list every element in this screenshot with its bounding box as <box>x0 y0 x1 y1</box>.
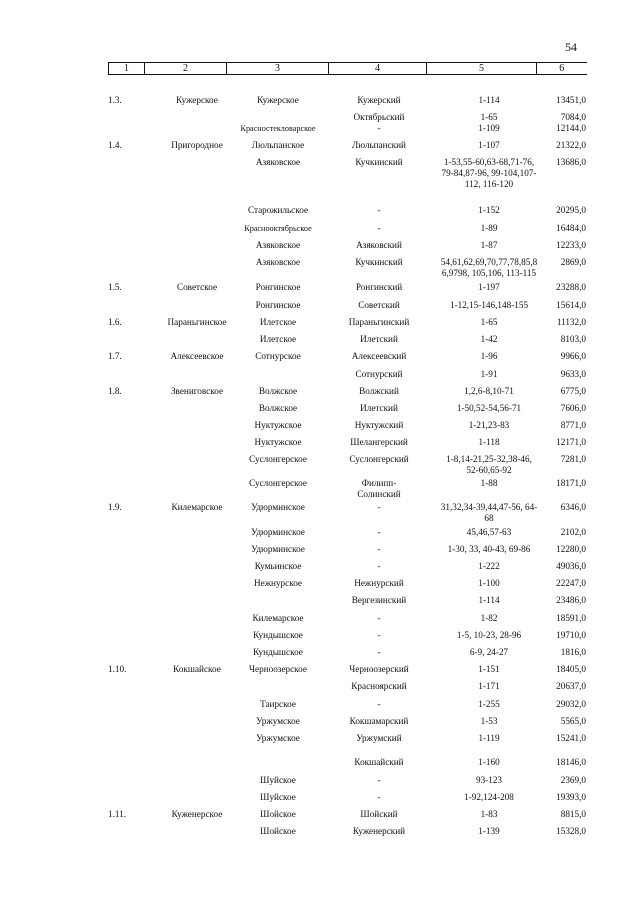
district-forestry-cell: Алексеевский <box>351 351 407 361</box>
area-cell: 7084,0 <box>560 112 586 122</box>
quarters-cell: 1-87 <box>480 240 498 250</box>
district-forestry-cell: - <box>377 630 381 640</box>
district-forestry-cell: Нежнурский <box>354 578 404 588</box>
district-forestry-cell: Сотнурский <box>355 369 403 379</box>
quarters-cell: 1-65 <box>480 317 498 327</box>
municipality-cell: Килемарское <box>171 502 223 512</box>
area-cell: 9966,0 <box>560 351 586 361</box>
row-number-cell: 1.4. <box>108 140 122 150</box>
district-forestry-cell: Красноярский <box>351 681 407 691</box>
area-cell: 2102,0 <box>560 527 586 537</box>
row-number-cell: 1.11. <box>108 809 127 819</box>
quarters-cell: 54,61,62,69,70,77,78,85,8 6,9798, 105,106, 113-115 <box>440 257 538 278</box>
area-cell: 18405,0 <box>556 664 586 674</box>
forestry-cell: Уржумское <box>256 733 300 743</box>
district-forestry-cell: - <box>377 502 381 512</box>
district-forestry-cell: - <box>377 223 381 233</box>
area-cell: 18591,0 <box>556 613 586 623</box>
district-forestry-cell: - <box>377 613 381 623</box>
district-forestry-cell: Черноозерский <box>349 664 409 674</box>
area-cell: 13686,0 <box>556 157 586 167</box>
municipality-cell: Советское <box>176 282 218 292</box>
column-3-number: 3 <box>227 63 329 75</box>
district-forestry-cell: Параньгинский <box>348 317 410 327</box>
area-cell: 23288,0 <box>556 282 586 292</box>
quarters-cell: 1-222 <box>478 561 500 571</box>
quarters-cell: 1-100 <box>478 578 500 588</box>
column-number-header <box>108 62 587 75</box>
area-cell: 5565,0 <box>560 716 586 726</box>
quarters-cell: 1-42 <box>480 334 498 344</box>
quarters-cell: 1-171 <box>478 681 500 691</box>
forestry-cell: Красностекловарское <box>240 124 316 133</box>
quarters-cell: 1-255 <box>478 699 500 709</box>
quarters-cell: 1-152 <box>478 205 500 215</box>
quarters-cell: 1-21,23-83 <box>468 420 510 430</box>
quarters-cell: 6-9, 24-27 <box>469 647 509 657</box>
forestry-cell: Шойское <box>260 809 296 819</box>
row-number-cell: 1.7. <box>108 351 122 361</box>
quarters-cell: 1-197 <box>478 282 500 292</box>
column-2-number: 2 <box>145 63 227 75</box>
quarters-cell: 31,32,34-39,44,47-56, 64- 68 <box>440 502 538 523</box>
area-cell: 2869,0 <box>560 257 586 267</box>
district-forestry-cell: Куженерский <box>352 826 406 836</box>
area-cell: 12171,0 <box>556 437 586 447</box>
district-forestry-cell: Шелангерский <box>350 437 408 447</box>
forestry-cell: Уржумское <box>256 716 300 726</box>
quarters-cell: 1-96 <box>480 351 498 361</box>
quarters-cell: 1-114 <box>478 595 500 605</box>
district-forestry-cell: Суслонгерский <box>349 454 409 464</box>
forestry-cell: Килемарское <box>252 613 304 623</box>
row-number-cell: 1.6. <box>108 317 122 327</box>
forestry-cell: Азяковское <box>255 157 301 167</box>
area-cell: 12233,0 <box>556 240 586 250</box>
district-forestry-cell: - <box>377 792 381 802</box>
area-cell: 9633,0 <box>560 369 586 379</box>
quarters-cell: 1-65 <box>480 112 498 122</box>
area-cell: 11132,0 <box>556 317 586 327</box>
forestry-cell: Старожильское <box>247 205 309 215</box>
district-forestry-cell: - <box>377 699 381 709</box>
forestry-cell: Азяковское <box>255 240 301 250</box>
area-cell: 15614,0 <box>556 300 586 310</box>
district-forestry-cell: Советский <box>358 300 400 310</box>
area-cell: 8815,0 <box>560 809 586 819</box>
forestry-cell: Нуктужское <box>254 437 302 447</box>
forestry-cell: Волжское <box>258 386 298 396</box>
quarters-cell: 1-12,15-146,148-155 <box>449 300 529 310</box>
forestry-cell: Удюрминское <box>251 544 305 554</box>
column-5-number: 5 <box>427 63 537 75</box>
district-forestry-cell: Уржумский <box>356 733 402 743</box>
quarters-cell: 1,2,6-8,10-71 <box>464 386 514 396</box>
area-cell: 7281,0 <box>560 454 586 464</box>
row-number-cell: 1.8. <box>108 386 122 396</box>
quarters-cell: 1-82 <box>480 613 498 623</box>
municipality-cell: Пригородное <box>171 140 223 150</box>
area-cell: 16484,0 <box>556 223 586 233</box>
row-number-cell: 1.9. <box>108 502 122 512</box>
area-cell: 13451,0 <box>556 95 586 105</box>
district-forestry-cell: Ронгинский <box>355 282 403 292</box>
quarters-cell: 1-88 <box>480 478 498 488</box>
district-forestry-cell: Филипп- Солинский <box>357 478 401 499</box>
area-cell: 6346,0 <box>560 502 586 512</box>
area-cell: 22247,0 <box>556 578 586 588</box>
area-cell: 19393,0 <box>556 792 586 802</box>
district-forestry-cell: Кучкинский <box>355 257 403 267</box>
quarters-cell: 1-53 <box>480 716 498 726</box>
area-cell: 20637,0 <box>556 681 586 691</box>
forestry-cell: Таирское <box>260 699 296 709</box>
municipality-cell: Алексеевское <box>170 351 224 361</box>
forestry-cell: Илетское <box>259 317 297 327</box>
district-forestry-cell: - <box>377 527 381 537</box>
quarters-cell: 1-107 <box>478 140 500 150</box>
forestry-cell: Кужерское <box>257 95 299 105</box>
area-cell: 21322,0 <box>556 140 586 150</box>
forestry-cell: Илетское <box>259 334 297 344</box>
forestry-cell: Удюрминское <box>251 502 305 512</box>
row-number-cell: 1.5. <box>108 282 122 292</box>
area-cell: 19710,0 <box>556 630 586 640</box>
district-forestry-cell: Октябрьский <box>353 112 405 122</box>
quarters-cell: 1-151 <box>478 664 500 674</box>
municipality-cell: Кокшайское <box>173 664 221 674</box>
district-forestry-cell: Кучкинский <box>355 157 403 167</box>
district-forestry-cell: Волжский <box>359 386 399 396</box>
district-forestry-cell: Азяковский <box>356 240 402 250</box>
forestry-cell: Удюрминское <box>251 527 305 537</box>
area-cell: 8103,0 <box>560 334 586 344</box>
district-forestry-cell: - <box>377 544 381 554</box>
district-forestry-cell: Нуктужский <box>354 420 404 430</box>
page-number: 54 <box>565 40 577 54</box>
area-cell: 15328,0 <box>556 826 586 836</box>
column-1-number: 1 <box>109 63 145 75</box>
forestry-cell: Краснооктябрьское <box>244 224 312 233</box>
municipality-cell: Куженерское <box>171 809 223 819</box>
quarters-cell: 1-160 <box>478 757 500 767</box>
district-forestry-cell: Илетский <box>360 403 398 413</box>
forestry-cell: Азяковское <box>255 257 301 267</box>
quarters-cell: 1-53,55-60,63-68,71-76, 79-84,87-96, 99-104,107- 112, 116-120 <box>441 157 537 189</box>
area-cell: 6775,0 <box>560 386 586 396</box>
municipality-cell: Звениговское <box>170 386 224 396</box>
quarters-cell: 45,46,57-63 <box>466 527 512 537</box>
district-forestry-cell: Кокшайский <box>354 757 404 767</box>
quarters-cell: 1-114 <box>478 95 500 105</box>
municipality-cell: Кужерское <box>176 95 218 105</box>
quarters-cell: 1-50,52-54,56-71 <box>456 403 522 413</box>
area-cell: 8771,0 <box>560 420 586 430</box>
quarters-cell: 1-8,14-21,25-32,38-46, 52-60,65-92 <box>446 454 532 475</box>
quarters-cell: 1-30, 33, 40-43, 69-86 <box>447 544 531 554</box>
forestry-cell: Кундышское <box>253 647 303 657</box>
district-forestry-cell: - <box>377 561 381 571</box>
area-cell: 1816,0 <box>560 647 586 657</box>
forestry-cell: Суслонгерское <box>249 478 307 488</box>
forestry-cell: Кундышское <box>253 630 303 640</box>
forestry-cell: Кумьинское <box>254 561 302 571</box>
area-cell: 18171,0 <box>556 478 586 488</box>
forestry-cell: Ронгинское <box>255 300 301 310</box>
area-cell: 12280,0 <box>556 544 586 554</box>
area-cell: 7606,0 <box>560 403 586 413</box>
district-forestry-cell: Кужерский <box>357 95 401 105</box>
district-forestry-cell: - <box>377 123 381 133</box>
quarters-cell: 1-91 <box>480 369 498 379</box>
area-cell: 15241,0 <box>556 733 586 743</box>
district-forestry-cell: Вергезинский <box>351 595 407 605</box>
forestry-cell: Шуйское <box>260 775 296 785</box>
district-forestry-cell: Илетский <box>360 334 398 344</box>
district-forestry-cell: Шойский <box>360 809 398 819</box>
district-forestry-cell: - <box>377 205 381 215</box>
forestry-cell: Люльпанское <box>251 140 305 150</box>
quarters-cell: 1-5, 10-23, 28-96 <box>456 630 522 640</box>
row-number-cell: 1.10. <box>108 664 127 674</box>
district-forestry-cell: - <box>377 647 381 657</box>
row-number-cell: 1.3. <box>108 95 122 105</box>
quarters-cell: 1-89 <box>480 223 498 233</box>
district-forestry-cell: Кокшамарский <box>349 716 409 726</box>
forestry-cell: Черноозерское <box>249 664 307 674</box>
area-cell: 20295,0 <box>556 205 586 215</box>
area-cell: 29032,0 <box>556 699 586 709</box>
column-6-number: 6 <box>537 63 587 75</box>
column-4-number: 4 <box>329 63 427 75</box>
municipality-cell: Параньгинское <box>167 317 227 327</box>
forestry-cell: Волжское <box>258 403 298 413</box>
area-cell: 49036,0 <box>556 561 586 571</box>
quarters-cell: 1-92,124-208 <box>464 792 514 802</box>
quarters-cell: 1-118 <box>478 437 500 447</box>
quarters-cell: 1-109 <box>478 123 500 133</box>
forestry-cell: Суслонгерское <box>249 454 307 464</box>
district-forestry-cell: Люльпанский <box>352 140 406 150</box>
forestry-cell: Сотнурское <box>255 351 301 361</box>
forestry-cell: Шуйское <box>260 792 296 802</box>
forestry-cell: Шойское <box>260 826 296 836</box>
district-forestry-cell: - <box>377 775 381 785</box>
forestry-cell: Нежнурское <box>253 578 303 588</box>
quarters-cell: 1-83 <box>480 809 498 819</box>
area-cell: 18146,0 <box>556 757 586 767</box>
quarters-cell: 93-123 <box>475 775 503 785</box>
area-cell: 12144,0 <box>556 123 586 133</box>
forestry-cell: Нуктужское <box>254 420 302 430</box>
area-cell: 2369,0 <box>560 775 586 785</box>
area-cell: 23486,0 <box>556 595 586 605</box>
quarters-cell: 1-139 <box>478 826 500 836</box>
quarters-cell: 1-119 <box>478 733 500 743</box>
forestry-cell: Ронгинское <box>255 282 301 292</box>
